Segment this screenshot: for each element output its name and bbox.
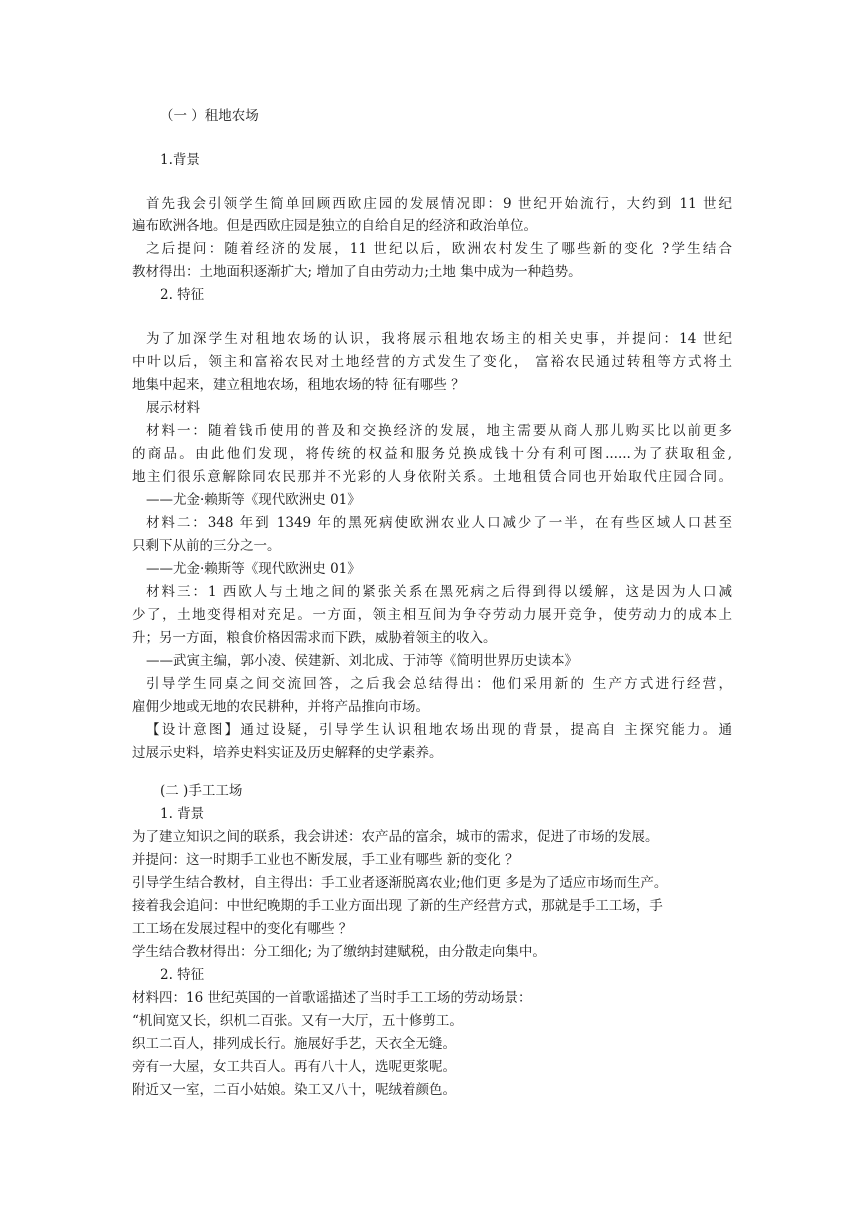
subheading-features: 2. 特征 [160, 967, 205, 983]
paragraph-line: 教材得出：土地面积逐渐扩大; 增加了自由劳动力;土地 集中成为一种趋势。 [132, 264, 582, 280]
material-source: ——尤金·赖斯等《现代欧洲史 01》 [146, 561, 361, 577]
subheading-features: 2. 特征 [160, 287, 205, 303]
paragraph-line: 雇佣少地或无地的农民耕种，并将产品推向市场。 [132, 699, 429, 715]
material-line: 少了，土地变得相对充足。一方面，领主相互间为争夺劳动力展开竞争，使劳动力的成本上 [132, 607, 732, 623]
paragraph-line: 为了加深学生对租地农场的认识，我将展示租地农场主的相关史事，并提问：14 世纪 [146, 331, 732, 347]
material-line: 材料四：16 世纪英国的一首歌谣描述了当时手工工场的劳动场景： [132, 990, 532, 1006]
paragraph-line: 学生结合教材得出：分工细化; 为了缴纳封建赋税，由分散走向集中。 [132, 944, 546, 960]
paragraph-line: 遍布欧洲各地。但是西欧庄园是独立的自给自足的经济和政治单位。 [132, 218, 537, 234]
material-line: 升；另一方面，粮食价格因需求而下跌，威胁着领主的收入。 [132, 630, 497, 646]
show-materials-label: 展示材料 [146, 400, 200, 416]
design-intent-line: 过展示史料，培养史料实证及历史解释的史学素养。 [132, 745, 443, 761]
design-intent-line: 【设计意图】通过设疑，引导学生认识租地农场出现的背景，提高自 主探究能力。通 [146, 722, 732, 738]
paragraph-line: 工工场在发展过程中的变化有哪些 ？ [132, 921, 353, 937]
material-line: 材料二：348 年到 1349 年的黑死病使欧洲农业人口减少了一半，在有些区域人口甚至 [146, 515, 732, 531]
ballad-line: 织工二百人，排列成长行。施展好手艺，天衣全无缝。 [132, 1036, 456, 1052]
paragraph-line: 为了建立知识之间的联系，我会讲述：农产品的富余，城市的需求，促进了市场的发展。 [132, 829, 659, 845]
material-line: 只剩下从前的三分之一。 [132, 538, 281, 554]
section-heading-workshop: (二 )手工工场 [160, 783, 243, 799]
paragraph-line: 首先我会引领学生简单回顾西欧庄园的发展情况即：9 世纪开始流行，大约到 11 世纪 [146, 196, 732, 212]
material-source: ——武寅主编，郭小凌、侯建新、刘北成、于沛等《简明世界历史读本》 [146, 653, 578, 669]
material-line: 的商品。由此他们发现，将传统的权益和服务兑换成钱十分有利可图......为了获取租金, [132, 446, 732, 462]
ballad-line: 附近又一室，二百小姑娘。染工又八十，呢绒着颜色。 [132, 1082, 456, 1098]
paragraph-line: 接着我会追问：中世纪晚期的手工业方面出现 了新的生产经营方式，那就是手工工场，手 [132, 898, 663, 914]
material-line: 材料一：随着钱币使用的普及和交换经济的发展，地主需要从商人那儿购买比以前更多 [146, 423, 732, 439]
paragraph-line: 地集中起来，建立租地农场，租地农场的特 征有哪些 ？ [132, 377, 465, 393]
ballad-line: 旁有一大屋，女工共百人。再有八十人，选呢更浆呢。 [132, 1059, 456, 1075]
material-line: 材料三：1 西欧人与土地之间的紧张关系在黑死病之后得到得以缓解，这是因为人口减 [146, 584, 732, 600]
paragraph-line: 中叶以后，领主和富裕农民对土地经营的方式发生了变化， 富裕农民通过转租等方式将土 [132, 354, 732, 370]
material-line: 地主们很乐意解除同农民那并不光彩的人身依附关系。土地租赁合同也开始取代庄园合同。 [132, 469, 732, 485]
section-heading-rental-farm: （一 ）租地农场 [160, 108, 259, 124]
paragraph-line: 并提问：这一时期手工业也不断发展，手工业有哪些 新的变化 ？ [132, 852, 519, 868]
paragraph-line: 引导学生同桌之间交流回答，之后我会总结得出：他们采用新的 生产方式进行经营， [146, 676, 732, 692]
material-source: ——尤金·赖斯等《现代欧洲史 01》 [146, 492, 361, 508]
paragraph-line: 之后提问：随着经济的发展，11 世纪以后，欧洲农村发生了哪些新的变化 ?学生结合 [146, 241, 732, 257]
subheading-background: 1.背景 [160, 152, 200, 168]
paragraph-line: 引导学生结合教材，自主得出：手工业者逐渐脱离农业;他们更 多是为了适应市场而生产。 [132, 875, 668, 891]
subheading-background: 1. 背景 [160, 806, 205, 822]
ballad-line: “机间宽又长，织机二百张。又有一大厅，五十修剪工。 [132, 1013, 463, 1029]
